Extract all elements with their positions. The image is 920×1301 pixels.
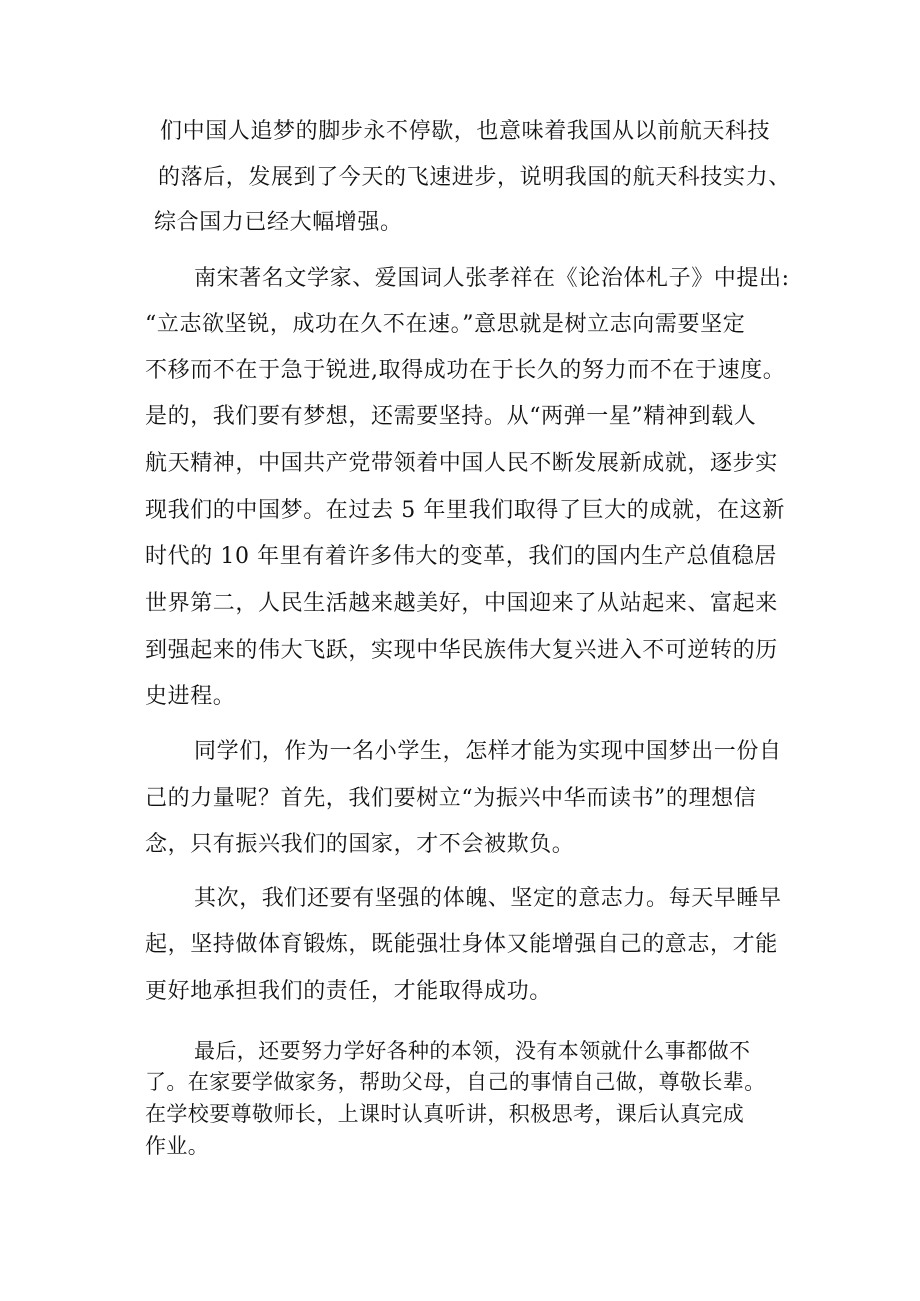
paragraph-1-line-3: 综合国力已经大幅增强。 bbox=[154, 210, 403, 235]
paragraph-2-line-4: 是的，我们要有梦想，还需要坚持。从“两弹一星”精神到载人 bbox=[145, 404, 757, 429]
paragraph-2-line-7: 时代的 10 年里有着许多伟大的变革，我们的国内生产总值稳居 bbox=[145, 544, 777, 569]
paragraph-3-line-2: 己的力量呢？首先，我们要树立“为振兴中华而读书”的理想信 bbox=[145, 786, 757, 811]
paragraph-4-line-2: 起，坚持做体育锻炼，既能强壮身体又能增强自己的意志，才能 bbox=[145, 932, 778, 957]
paragraph-2-line-6: 现我们的中国梦。在过去 5 年里我们取得了巨大的成就，在这新 bbox=[145, 498, 785, 523]
paragraph-1-line-2: 的落后，发展到了今天的飞速进步，说明我国的航天科技实力、 bbox=[158, 165, 791, 190]
paragraph-3-line-1: 同学们，作为一名小学生，怎样才能为实现中国梦出一份自 bbox=[194, 739, 782, 764]
paragraph-2-line-2: “立志欲坚锐，成功在久不在速。”意思就是树立志向需要坚定 bbox=[145, 312, 746, 337]
paragraph-2-line-3: 不移而不在于急于锐进,取得成功在于长久的努力而不在于速度。 bbox=[145, 358, 786, 383]
paragraph-2-line-10: 史进程。 bbox=[145, 684, 236, 709]
paragraph-5-line-4: 作业。 bbox=[145, 1134, 210, 1158]
paragraph-5-line-1: 最后，还要努力学好各种的本领，没有本领就什么事都做不 bbox=[194, 1039, 751, 1063]
paragraph-2-line-1: 南宋著名文学家、爱国词人张孝祥在《论治体札子》中提出: bbox=[194, 266, 790, 291]
paragraph-5-line-2: 了。在家要学做家务，帮助父母，自己的事情自己做，尊敬长辈。 bbox=[145, 1070, 766, 1094]
paragraph-2-line-8: 世界第二，人民生活越来越美好，中国迎来了从站起来、富起来 bbox=[145, 591, 778, 616]
paragraph-4-line-3: 更好地承担我们的责任，才能取得成功。 bbox=[145, 979, 552, 1004]
paragraph-5-line-3: 在学校要尊敬师长，上课时认真听讲，积极思考，课后认真完成 bbox=[145, 1102, 745, 1126]
paragraph-2-line-9: 到强起来的伟大飞跃，实现中华民族伟大复兴进入不可逆转的历 bbox=[145, 638, 778, 663]
paragraph-3-line-3: 念，只有振兴我们的国家，才不会被欺负。 bbox=[145, 832, 575, 857]
paragraph-1-line-1: 们中国人追梦的脚步永不停歇，也意味着我国从以前航天科技 bbox=[160, 119, 771, 144]
paragraph-2-line-5: 航天精神，中国共产党带领着中国人民不断发展新成就，逐步实 bbox=[145, 451, 778, 476]
paragraph-4-line-1: 其次，我们还要有坚强的体魄、坚定的意志力。每天早睡早 bbox=[194, 886, 782, 911]
